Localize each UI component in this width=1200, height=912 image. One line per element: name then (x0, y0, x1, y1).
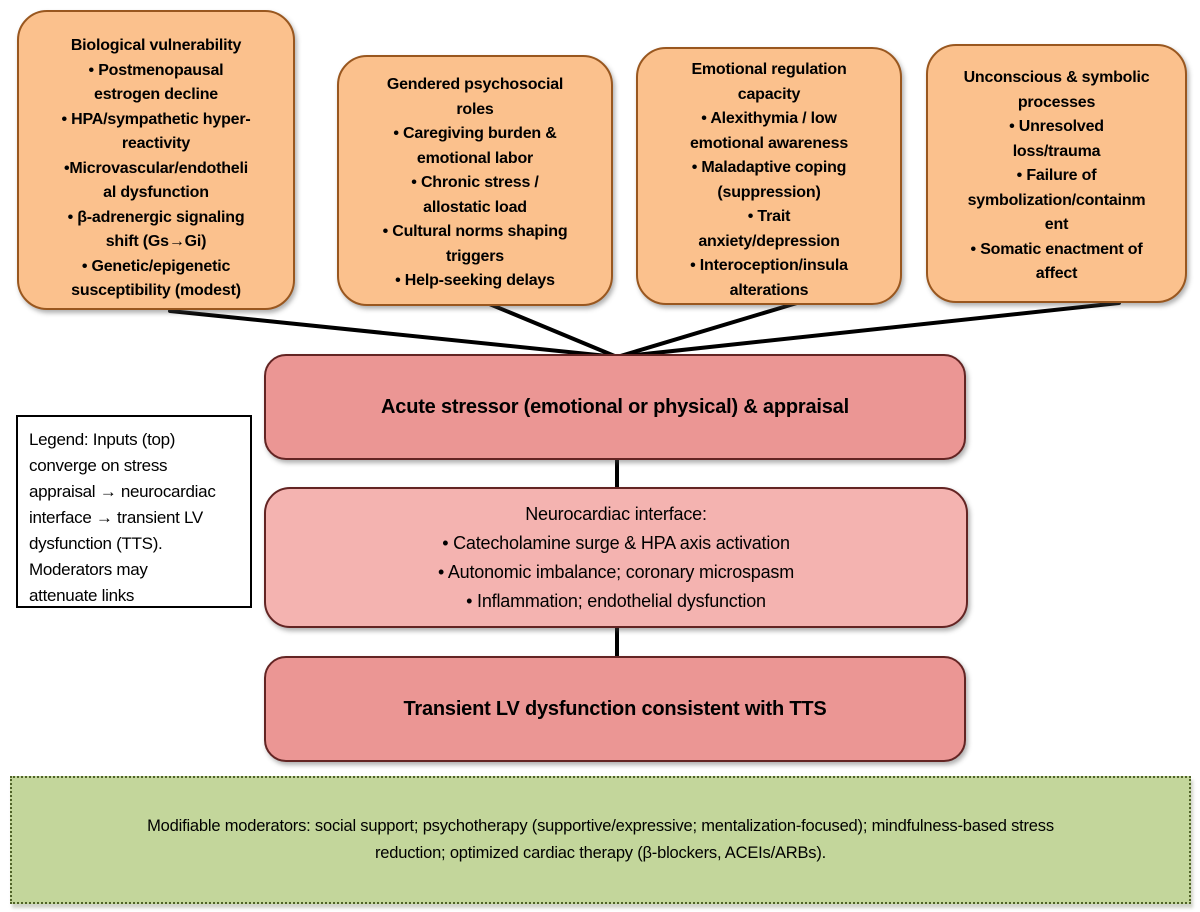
text-line: Emotional regulation (691, 61, 847, 78)
text-line: (suppression) (717, 183, 821, 201)
text-line: appraisal → neurocardiac (29, 482, 216, 501)
text-line: dysfunction (TTS). (29, 534, 163, 553)
text-line: roles (456, 100, 494, 118)
connector-input-unconscious (617, 303, 1119, 357)
input-box-biological-vulnerability (17, 10, 295, 310)
text-line: Legend: Inputs (top) (29, 430, 176, 449)
text-line: triggers (446, 247, 504, 265)
transient-lv-label: Transient LV dysfunction consistent with TTS (403, 697, 827, 720)
text-line: reduction; optimized cardiac therapy (β-blockers, ACEIs/ARBs). (374, 844, 827, 862)
text-line: Unconscious & symbolic (963, 69, 1150, 86)
text-line: affect (1035, 265, 1078, 282)
legend-box (16, 415, 252, 608)
text-line: Neurocardiac interface: (525, 503, 707, 524)
text-line: • Catecholamine surge & HPA axis activation (442, 532, 790, 553)
modifiable-moderators-box (10, 776, 1191, 904)
text-line: • Postmenopausal (88, 61, 224, 79)
text-line: reactivity (121, 135, 191, 152)
text-line: Moderators may (29, 560, 148, 579)
text-line: • Alexithymia / low (701, 110, 837, 127)
text-line: anxiety/depression (698, 232, 840, 250)
text-line: capacity (737, 85, 801, 103)
text-line: al dysfunction (103, 184, 209, 201)
input-box-unconscious-symbolic-processes (926, 44, 1187, 303)
text-line: • Chronic stress / (411, 174, 539, 191)
text-line: shift (Gs→Gi) (105, 233, 207, 250)
text-line: alterations (729, 281, 809, 299)
text-line: • Help-seeking delays (395, 272, 555, 289)
text-line: Modifiable moderators: social support; psychotherapy (supportive/expressive; mentalization-focused); mindfulness-based stress (147, 817, 1054, 835)
text-line: • Trait (747, 208, 791, 225)
text-line: • HPA/sympathetic hyper- (61, 110, 251, 128)
text-line: • Autonomic imbalance; coronary microspasm (437, 561, 795, 582)
text-line: interface → transient LV (29, 508, 203, 527)
text-line: emotional labor (416, 149, 534, 167)
text-line: • Failure of (1016, 167, 1097, 184)
text-line: • Somatic enactment of (970, 240, 1143, 258)
input-box-emotional-regulation-capacity (636, 47, 902, 305)
text-line: • β-adrenergic signaling (67, 208, 245, 226)
text-line: • Interoception/insula (690, 257, 848, 274)
text-line: allostatic load (423, 198, 527, 216)
text-line: Gendered psychosocial (386, 76, 564, 93)
text-line: emotional awareness (689, 134, 849, 152)
text-line: loss/trauma (1012, 142, 1101, 160)
input-box-gendered-psychosocial-roles (337, 55, 613, 306)
connector-input-gendered (487, 303, 617, 357)
transient-lv-dysfunction-box (264, 656, 966, 762)
text-line: symbolization/containm (967, 191, 1146, 209)
text-line: • Caregiving burden & (393, 125, 557, 142)
text-line: processes (1017, 93, 1096, 111)
text-line: ent (1044, 216, 1069, 233)
text-line: • Inflammation; endothelial dysfunction (466, 590, 766, 611)
neurocardiac-interface-box (264, 487, 968, 628)
acute-stressor-label: Acute stressor (emotional or physical) & appraisal (381, 395, 849, 418)
text-line: • Cultural norms shaping (382, 223, 568, 240)
text-line: estrogen decline (94, 86, 218, 103)
text-line: attenuate links (29, 586, 135, 605)
connector-input-biological (170, 311, 617, 357)
text-line: • Genetic/epigenetic (81, 257, 231, 275)
connector-input-emotional (617, 303, 797, 357)
text-line: converge on stress (29, 456, 168, 475)
text-line: • Unresolved (1009, 118, 1104, 135)
text-line: susceptibility (modest) (71, 282, 241, 299)
text-line: Biological vulnerability (70, 37, 242, 54)
text-line: •Microvascular/endotheli (64, 159, 248, 177)
text-line: • Maladaptive coping (691, 159, 847, 176)
acute-stressor-box (264, 354, 966, 460)
